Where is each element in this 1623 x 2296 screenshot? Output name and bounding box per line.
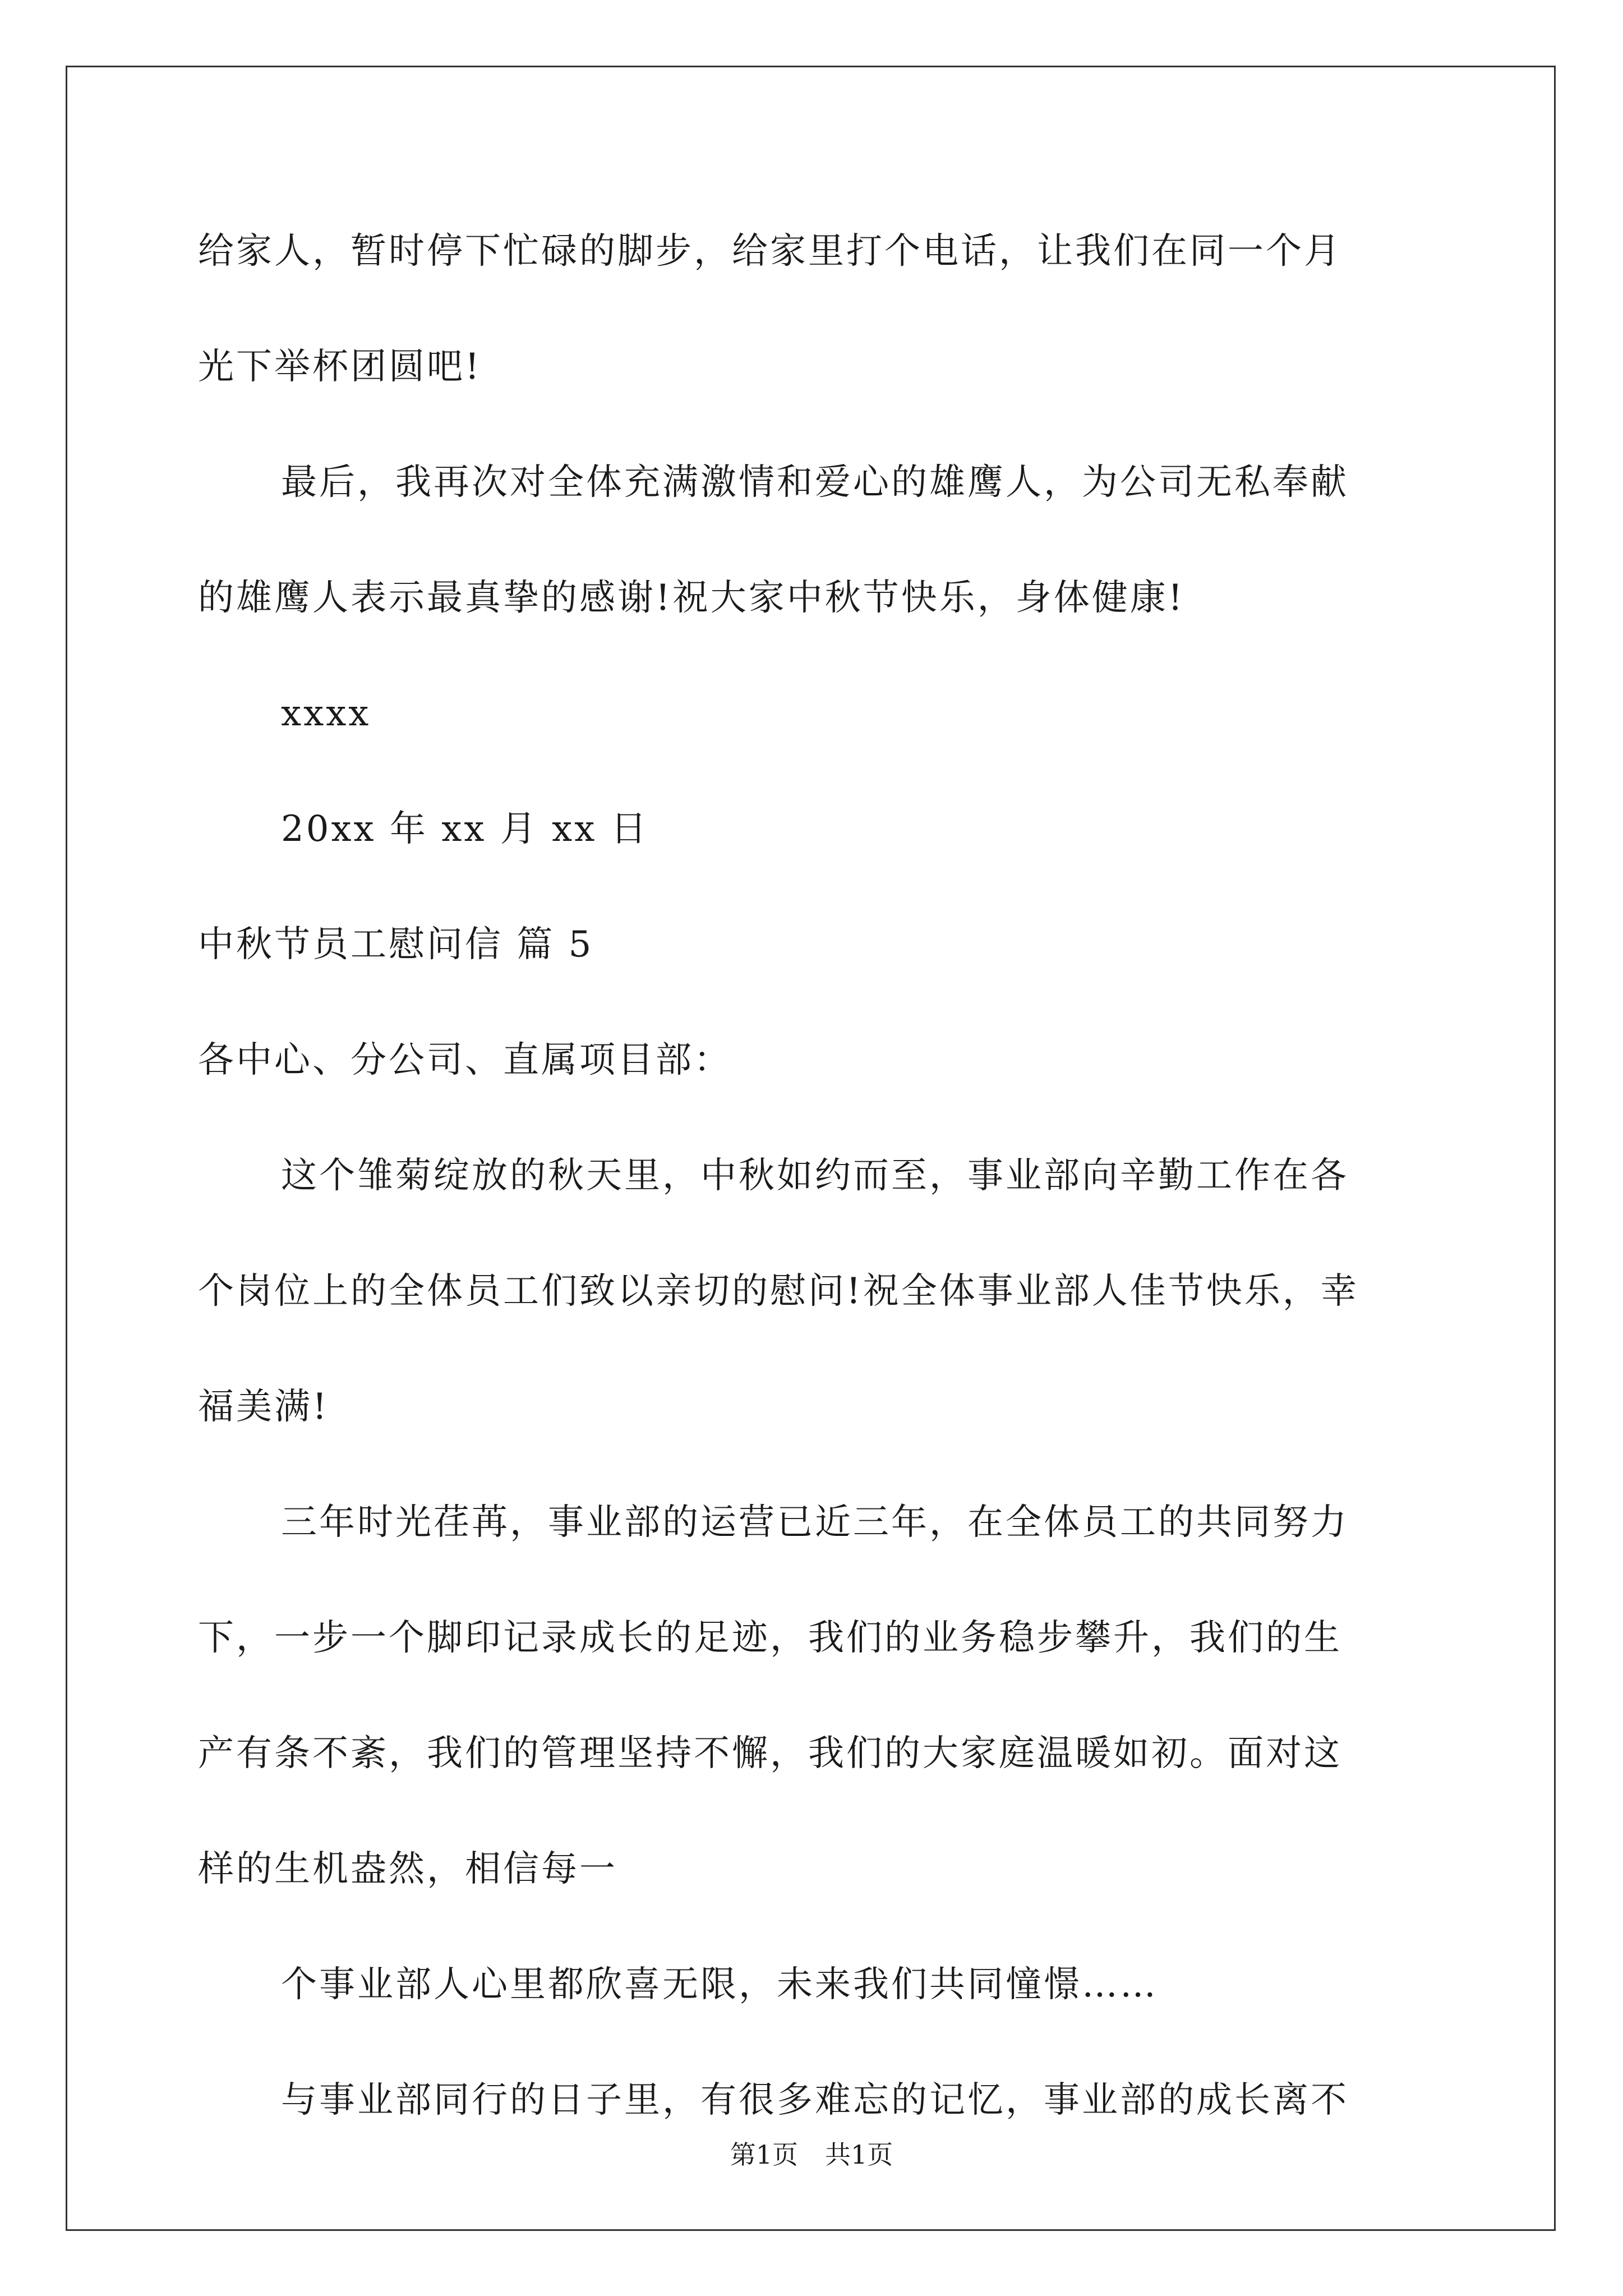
text-line: 最后，我再次对全体充满激情和爱心的雄鹰人，为公司无私奉献 bbox=[281, 462, 1349, 503]
section-heading: 中秋节员工慰问信 篇 5 bbox=[198, 924, 594, 965]
page-total: 共1页 bbox=[825, 2139, 893, 2170]
signature-line: xxxx bbox=[281, 693, 371, 734]
text-line: 福美满! bbox=[198, 1386, 329, 1428]
text-line: 产有条不紊，我们的管理坚持不懈，我们的大家庭温暖如初。面对这 bbox=[198, 1733, 1342, 1774]
text-line: 三年时光荏苒，事业部的运营已近三年，在全体员工的共同努力 bbox=[281, 1502, 1349, 1543]
text-line: 下，一步一个脚印记录成长的足迹，我们的业务稳步攀升，我们的生 bbox=[198, 1617, 1342, 1659]
text-line: 样的生机盎然，相信每一 bbox=[198, 1848, 617, 1890]
text-line: 与事业部同行的日子里，有很多难忘的记忆，事业部的成长离不 bbox=[281, 2079, 1349, 2121]
page-number: 第1页 bbox=[730, 2139, 798, 2170]
text-line: 的雄鹰人表示最真挚的感谢!祝大家中秋节快乐，身体健康! bbox=[198, 577, 1185, 619]
salutation: 各中心、分公司、直属项目部： bbox=[198, 1039, 732, 1081]
text-line: 这个雏菊绽放的秋天里，中秋如约而至，事业部向辛勤工作在各 bbox=[281, 1155, 1349, 1197]
date-line: 20xx 年 xx 月 xx 日 bbox=[281, 808, 649, 850]
page-footer bbox=[0, 2134, 1623, 2171]
text-line: 光下举杯团圆吧! bbox=[198, 346, 482, 388]
document-body bbox=[198, 215, 1432, 2179]
text-line: 个岗位上的全体员工们致以亲切的慰问!祝全体事业部人佳节快乐，幸 bbox=[198, 1271, 1359, 1312]
text-line: 个事业部人心里都欣喜无限，未来我们共同憧憬…… bbox=[281, 1964, 1158, 2005]
text-line: 给家人，暂时停下忙碌的脚步，给家里打个电话，让我们在同一个月 bbox=[198, 231, 1342, 272]
